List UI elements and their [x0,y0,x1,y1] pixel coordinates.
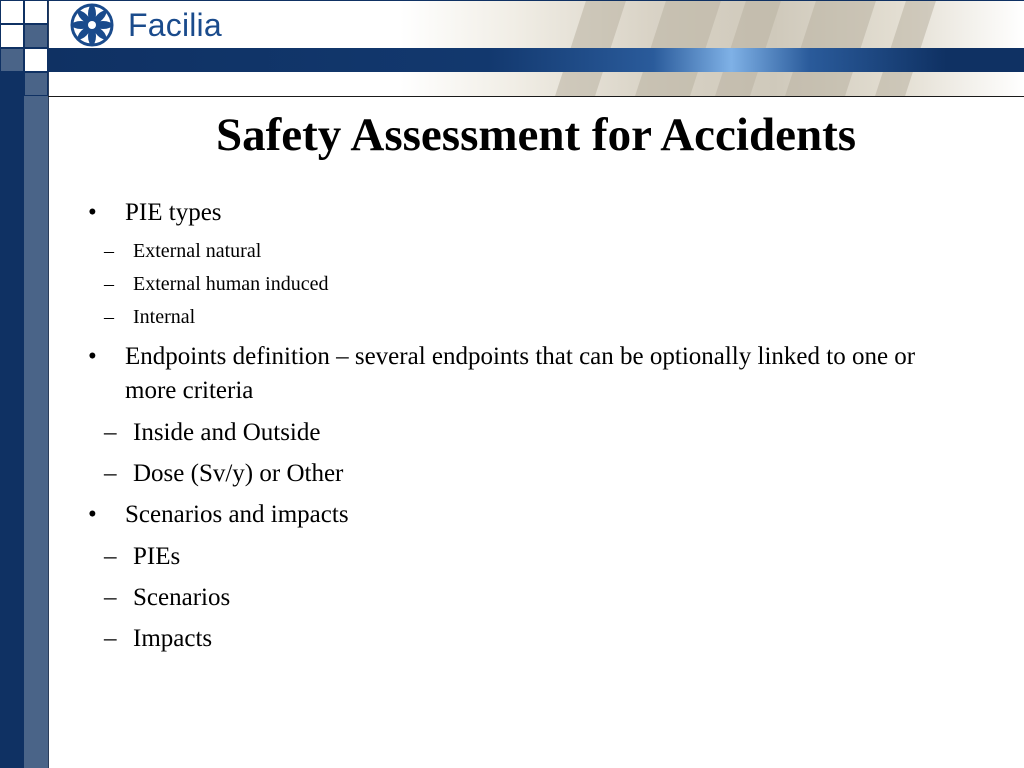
bullet-item [88,196,938,230]
corner-square [0,48,24,72]
bullet-item [88,498,938,532]
sub-bullet-marker: – [104,460,117,487]
sub-bullet-text: Inside and Outside [133,419,321,446]
bullet-marker: • [88,343,97,370]
slide-title: Safety Assessment for Accidents [215,109,857,161]
sub-bullet-marker: – [104,273,114,295]
left-bar-mid [24,0,48,768]
sub-bullet-text: Impacts [133,625,213,652]
bullet-item [88,340,938,408]
sub-bullet-item [51,457,938,490]
bullet-text: Endpoints definition – several endpoints that can be optionally linked to one or more criteria [125,343,916,404]
corner-square [24,24,48,48]
corner-square [24,72,48,96]
sub-bullet-marker: – [104,543,117,570]
sub-bullet-item [51,622,938,655]
sub-bullet-item [51,238,938,264]
slide-content [88,196,938,663]
sub-bullet-item [51,540,938,573]
sub-bullet-marker: – [104,584,117,611]
bullet-marker: • [88,501,97,528]
corner-square [0,0,24,24]
corner-square [0,24,24,48]
sub-bullet-text: External natural [133,240,262,262]
sub-bullet-item [51,581,938,614]
sub-bullet-text: PIEs [133,543,181,570]
corner-square [0,72,24,96]
sub-bullet-item [51,304,938,330]
bullet-marker: • [88,199,97,226]
sub-bullet-item [51,271,938,297]
header-band [48,48,1024,72]
logo-text: Facilia [128,6,222,43]
facilia-wheel-icon [62,3,122,47]
sub-bullet-marker: – [104,419,117,446]
header-top-rule [48,0,1024,1]
facilia-logo [62,3,222,47]
corner-square [24,48,48,72]
sub-bullet-marker: – [104,306,114,328]
sub-bullet-text: External human induced [133,273,329,295]
bullet-text: Scenarios and impacts [125,501,349,528]
left-bar-dark [0,0,24,768]
sub-bullet-text: Internal [133,306,196,328]
sub-bullet-marker: – [104,625,117,652]
sub-bullet-item [51,416,938,449]
bullet-text: PIE types [125,199,222,226]
sub-bullet-text: Scenarios [133,584,231,611]
sub-bullet-text: Dose (Sv/y) or Other [133,460,344,487]
corner-square [24,0,48,24]
sub-bullet-marker: – [104,240,114,262]
header-bottom-rule [48,96,1024,97]
